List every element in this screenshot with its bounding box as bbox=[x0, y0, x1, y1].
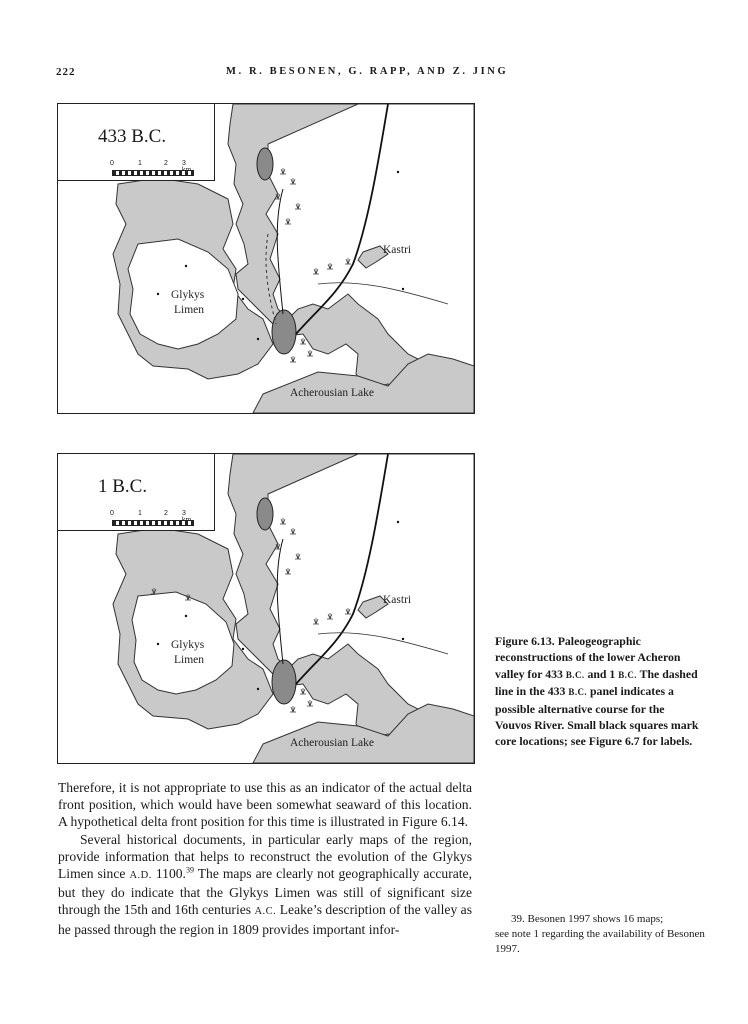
acherousian-lake bbox=[272, 310, 296, 354]
caption-bc: B.C. bbox=[618, 669, 637, 680]
scale-bar bbox=[110, 510, 194, 526]
label-kastri: Kastri bbox=[383, 594, 412, 606]
map-title: 1 B.C. bbox=[98, 476, 148, 497]
scale-tick: 2 bbox=[164, 160, 168, 167]
footnote-line: 39. Besonen 1997 shows 16 maps; bbox=[511, 913, 664, 925]
text-run: Leake’s description of the valley as he passed through the region in 1809 provides important infor- bbox=[58, 902, 472, 937]
scale-bar bbox=[110, 160, 194, 176]
label-glykys: Glykys bbox=[171, 289, 205, 301]
text-run: 1100. bbox=[151, 866, 186, 882]
label-acherousian-lake: Acherousian Lake bbox=[290, 387, 374, 399]
label-glykys: Glykys bbox=[171, 639, 205, 651]
running-head: M. R. BESONEN, G. RAPP, AND Z. JING bbox=[226, 66, 509, 77]
label-limen: Limen bbox=[174, 654, 205, 666]
label-limen: Limen bbox=[174, 304, 205, 316]
scale-track bbox=[112, 520, 194, 526]
scale-tick: 2 bbox=[164, 510, 168, 517]
scale-tick: 1 bbox=[138, 510, 142, 517]
caption-bc: B.C. bbox=[568, 687, 588, 698]
scale-tick: 3 bbox=[182, 160, 186, 167]
caption-bc: B.C. bbox=[565, 669, 585, 680]
scale-tick: 0 bbox=[110, 160, 114, 167]
paragraph bbox=[58, 831, 472, 938]
northern-lake bbox=[257, 498, 273, 530]
footnote bbox=[495, 912, 710, 957]
footnote-ref: 39 bbox=[185, 865, 194, 875]
map-panel-433bc bbox=[57, 103, 475, 414]
northern-lake bbox=[257, 148, 273, 180]
caption-text: The dashed line in the 433 bbox=[495, 666, 698, 699]
caption-text: Figure 6.13. Paleogeographic reconstructions of the lower Acheron valley for 433 bbox=[495, 634, 681, 681]
scale-tick: 0 bbox=[110, 510, 114, 517]
scale-tick: 1 bbox=[138, 160, 142, 167]
body-text bbox=[58, 779, 472, 938]
caption-text: panel indicates a possible alternative course for the Vouvos River. Small black squares mark core locations; see Figure 6.7 for labels. bbox=[495, 684, 699, 749]
scale-track bbox=[112, 170, 194, 176]
map-title: 433 B.C. bbox=[98, 126, 167, 147]
text-run: A.C. bbox=[254, 906, 277, 918]
acherousian-lake bbox=[272, 660, 296, 704]
page-number: 222 bbox=[56, 66, 76, 78]
paragraph: Therefore, it is not appropriate to use this as an indicator of the actual delta front position, which would have been somewhat seaward of this location. A hypothetical delta front position for this time is illustrated in Figure 6.14. bbox=[58, 780, 472, 830]
caption-text: and 1 bbox=[584, 666, 619, 681]
scale-tick: 3 bbox=[182, 510, 186, 517]
figure-caption bbox=[495, 633, 700, 750]
map-panel-1bc bbox=[57, 453, 475, 764]
label-kastri: Kastri bbox=[383, 244, 412, 256]
map-legend bbox=[58, 454, 215, 531]
map-legend bbox=[58, 104, 215, 181]
text-run: Several historical documents, in particular early maps of the region, provide information that helps to reconstruct the evolution of the Glykys Limen since bbox=[58, 831, 472, 882]
label-acherousian-lake: Acherousian Lake bbox=[290, 737, 374, 749]
text-run: The maps are clearly not geographically accurate, but they do indicate that the Glykys Limen was still of significant size through the 15th and 16th centuries bbox=[58, 866, 472, 918]
text-run: A.D. bbox=[129, 870, 152, 882]
footnote-line: see note 1 regarding the availability of Besonen 1997. bbox=[495, 928, 705, 955]
